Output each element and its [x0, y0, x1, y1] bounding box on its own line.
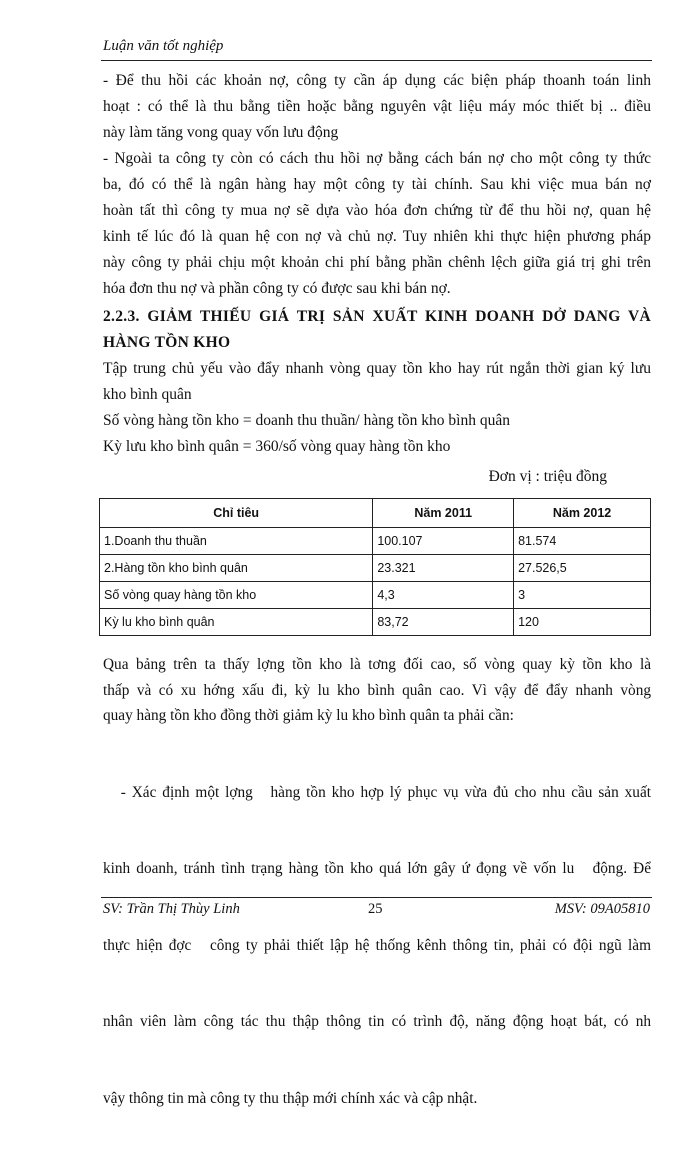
text-line: vậy thông tin mà công ty thu thập mới chính xác và cập nhật. — [103, 1086, 651, 1112]
formula-storage-period: Kỳ lưu kho bình quân = 360/số vòng quay hàng tồn kho — [103, 434, 651, 460]
paragraph-analysis — [103, 652, 651, 729]
text-line: hóa đơn thu nợ và phần công ty có được sau khi bán nợ. — [103, 276, 651, 302]
text-line: kinh doanh, tránh tình trạng hàng tồn kho quá lớn gây ứ đọng về vốn lu động. Để — [103, 856, 651, 882]
text-line: quay hàng tồn kho đồng thời giảm kỳ lu kho bình quân ta phải cần: — [103, 703, 651, 729]
table-row — [100, 582, 651, 609]
text-line: Tập trung chủ yếu vào đẩy nhanh vòng quay tồn kho hay rút ngắn thời gian ký lưu — [103, 356, 651, 382]
table-cell: 4,3 — [373, 582, 514, 609]
table-cell: 81.574 — [514, 528, 651, 555]
paragraph-debt-selling — [103, 146, 651, 302]
unit-label: Đơn vị : triệu đồng — [103, 464, 651, 490]
column-header: Chỉ tiêu — [100, 499, 373, 528]
text-line: - Để thu hồi các khoản nợ, công ty cần áp dụng các biện pháp thoanh toán linh — [103, 68, 651, 94]
running-header: Luận văn tốt nghiệp — [103, 38, 223, 55]
text-line: nhân viên làm công tác thu thập thông tin có trình độ, năng động hoạt bát, có nh — [103, 1009, 651, 1035]
text-line: hoàn tất thì công ty mua nợ sẽ dựa vào hóa đơn chứng từ để thu hồi nợ, quan hệ — [103, 198, 651, 224]
paragraph-solution — [103, 729, 651, 1162]
page-body — [103, 68, 651, 1162]
table-cell: 1.Doanh thu thuần — [100, 528, 373, 555]
text-line: này làm tăng vong quay vốn lưu động — [103, 120, 651, 146]
paragraph-debt-recovery — [103, 68, 651, 146]
table-cell: 23.321 — [373, 555, 514, 582]
text-line: thực hiện đợc công ty phải thiết lập hệ thống kênh thông tin, phải có đội ngũ làm — [103, 933, 651, 959]
text-line: thấp và có xu hớng xấu đi, kỳ lu kho bình quân cao. Vì vậy để đẩy nhanh vòng — [103, 678, 651, 704]
text-line: này công ty phải chịu một khoản chi phí bằng phần chênh lệch giữa giá trị ghi trên — [103, 250, 651, 276]
footer-rule — [101, 897, 652, 898]
table-cell: 100.107 — [373, 528, 514, 555]
table-cell: Số vòng quay hàng tồn kho — [100, 582, 373, 609]
footer-msv: MSV: 09A05810 — [555, 901, 650, 918]
text-line: kho bình quân — [103, 382, 651, 408]
page-number: 25 — [368, 901, 383, 918]
table-cell: 2.Hàng tồn kho bình quân — [100, 555, 373, 582]
column-header: Năm 2012 — [514, 499, 651, 528]
table-cell: 27.526,5 — [514, 555, 651, 582]
header-rule — [101, 60, 652, 61]
text-line: ba, đó có thể là ngân hàng hay một công ty tài chính. Sau khi việc mua bán nợ — [103, 172, 651, 198]
column-header: Năm 2011 — [373, 499, 514, 528]
formula-turnover: Số vòng hàng tồn kho = doanh thu thuần/ hàng tồn kho bình quân — [103, 408, 651, 434]
text-line: Qua bảng trên ta thấy lợng tồn kho là tơng đối cao, số vòng quay kỳ tồn kho là — [103, 652, 651, 678]
table-row — [100, 609, 651, 636]
table-cell: 120 — [514, 609, 651, 636]
footer-student: SV: Trần Thị Thùy Linh — [103, 901, 240, 918]
heading-line: 2.2.3. GIẢM THIẾU GIÁ TRỊ SẢN XUẤT KINH DOANH DỞ DANG VÀ — [103, 304, 651, 330]
table-row — [100, 528, 651, 555]
heading-line: HÀNG TỒN KHO — [103, 330, 651, 356]
inventory-table — [99, 498, 651, 636]
table-cell: 3 — [514, 582, 651, 609]
section-heading — [103, 304, 651, 356]
table-cell: 83,72 — [373, 609, 514, 636]
table-cell: Kỳ lu kho bình quân — [100, 609, 373, 636]
table-header-row — [100, 499, 651, 528]
table-row — [100, 555, 651, 582]
text-line: hoạt : có thể là thu bằng tiền hoặc bằng nguyên vật liệu máy móc thiết bị .. điều — [103, 94, 651, 120]
text-line: kinh tế lúc đó là quan hệ con nợ và chủ nợ. Tuy nhiên khi thực hiện phương pháp — [103, 224, 651, 250]
text-line: - Xác định một lợng hàng tồn kho hợp lý phục vụ vừa đủ cho nhu cầu sản xuất — [103, 780, 651, 806]
paragraph-intro — [103, 356, 651, 408]
text-line: - Ngoài ta công ty còn có cách thu hồi nợ bằng cách bán nợ cho một công ty thức — [103, 146, 651, 172]
